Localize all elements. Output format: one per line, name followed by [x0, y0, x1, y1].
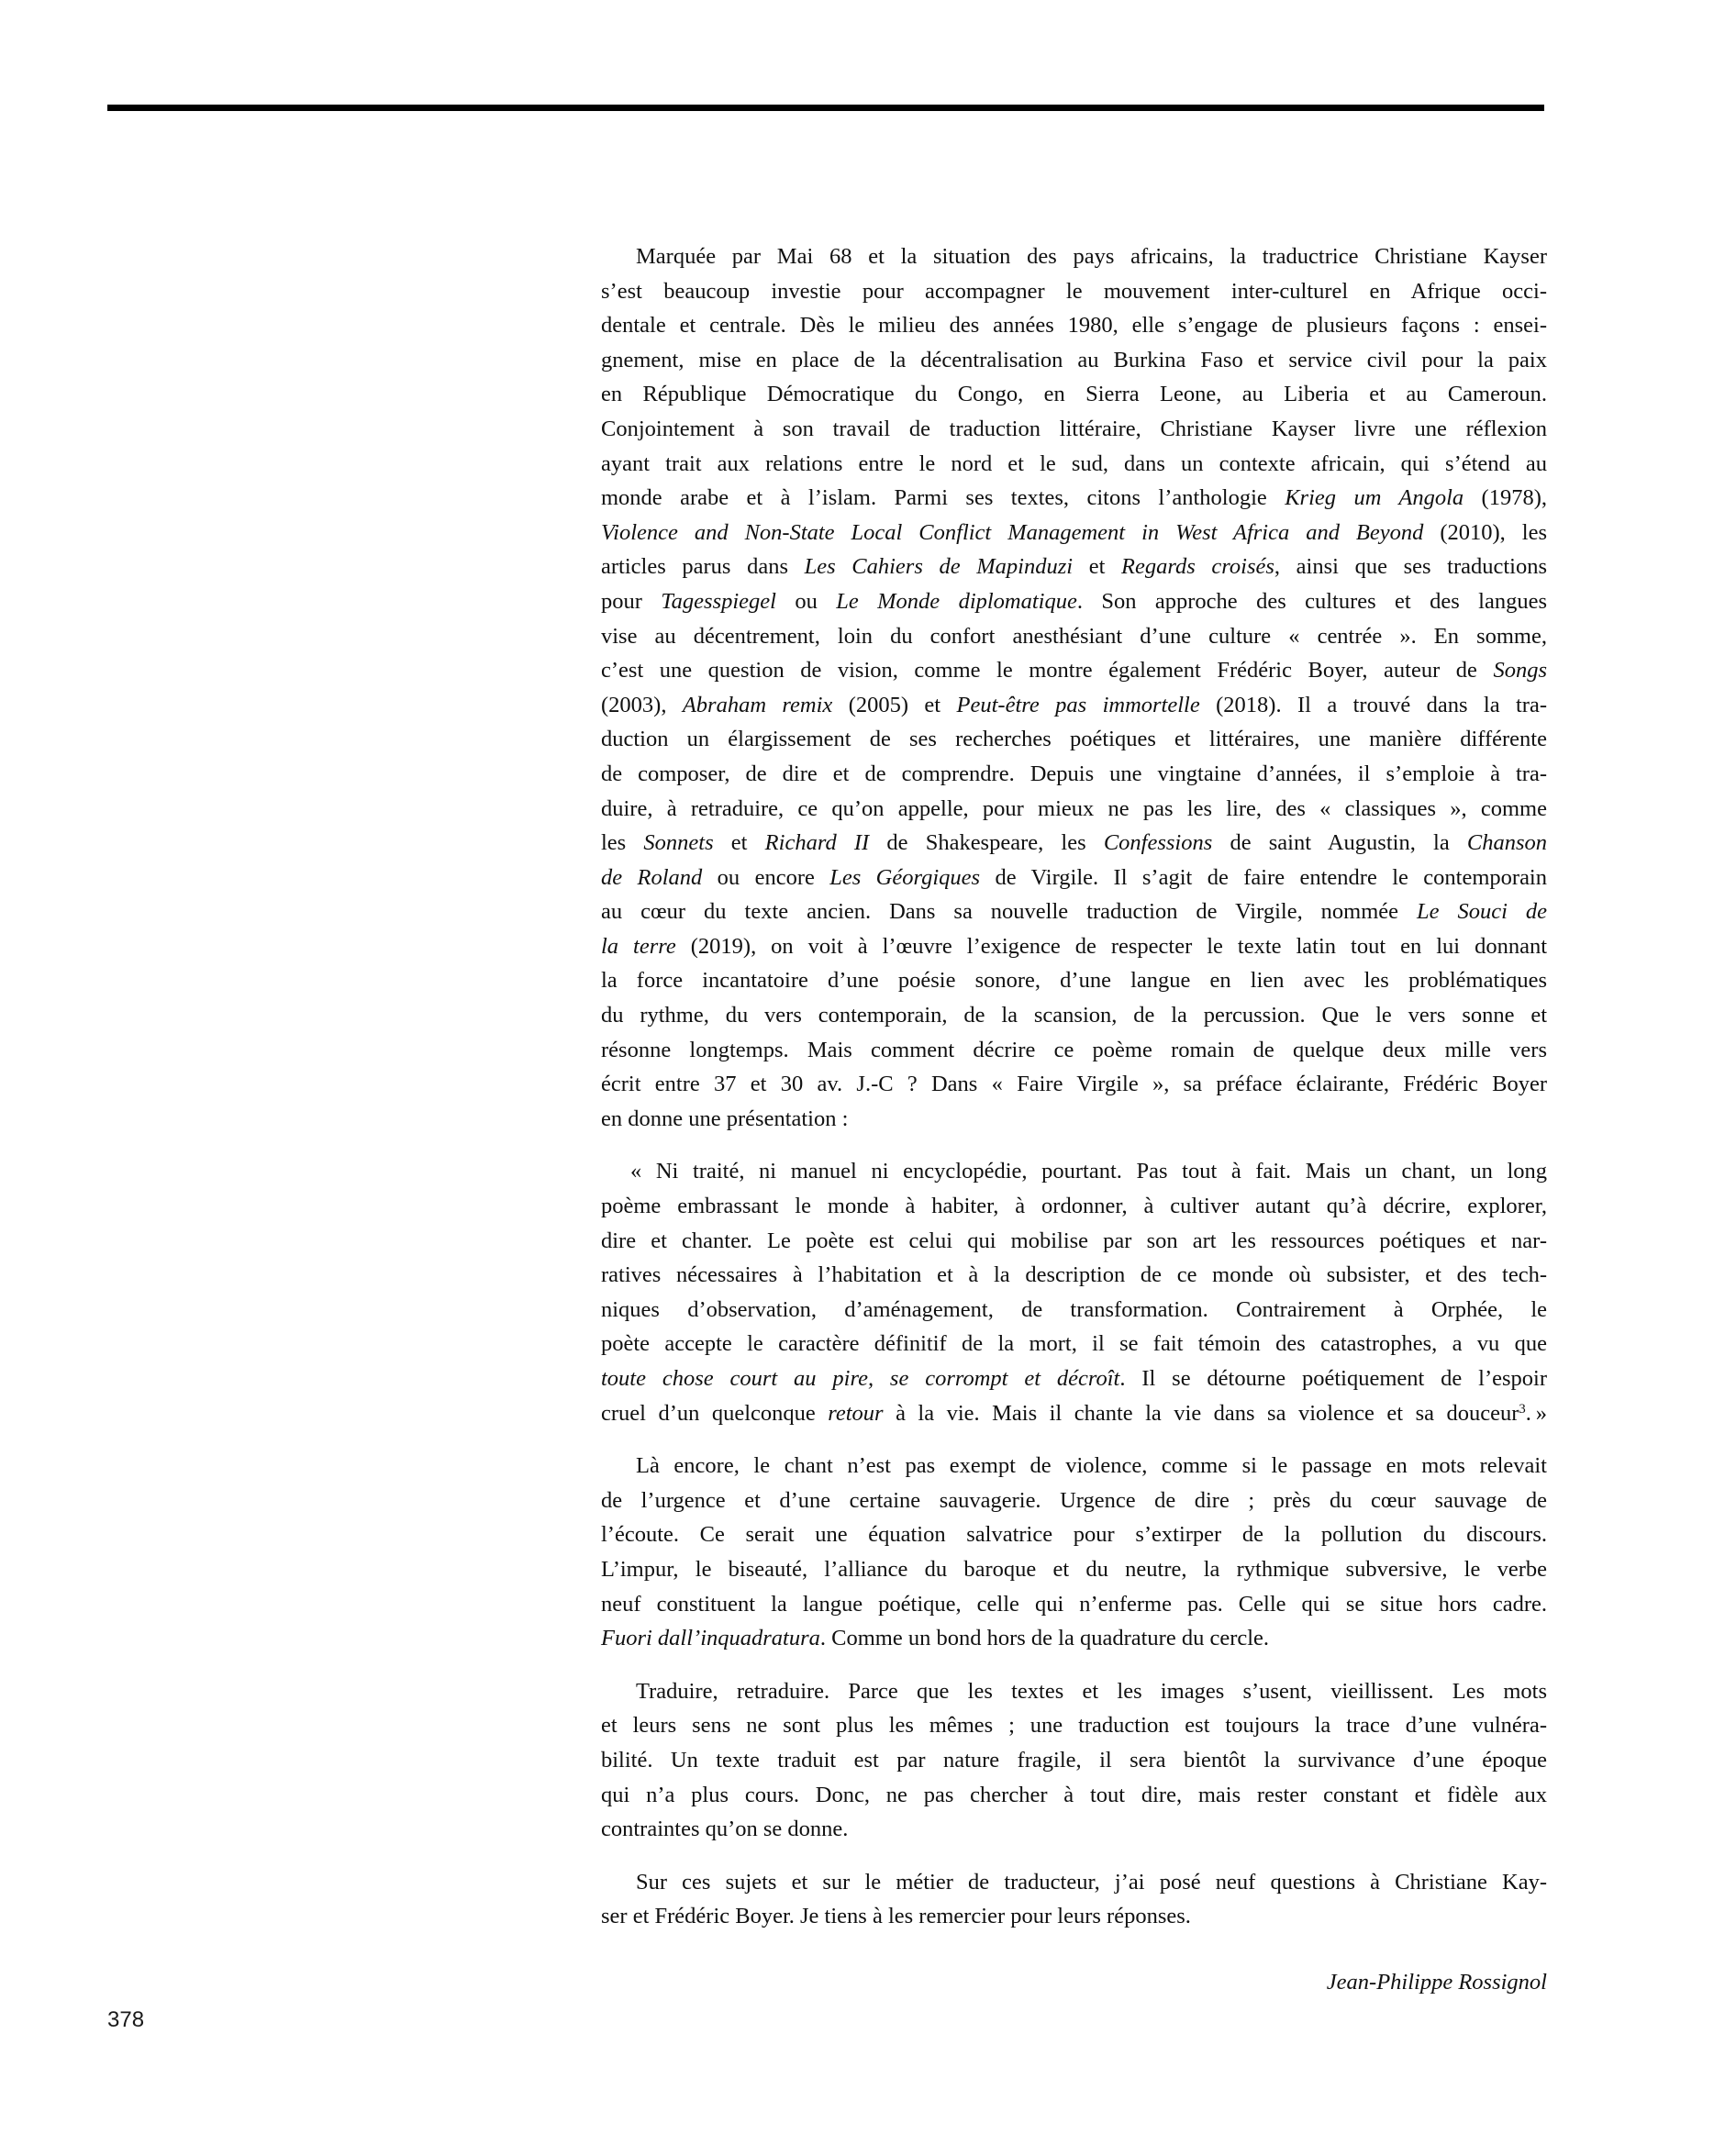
text-line	[601, 1517, 1547, 1552]
paragraph	[601, 239, 1547, 1136]
text-segment: Traduire, retraduire. Parce que les textes et les images s’usent, vieillissent. Les mots	[636, 1678, 1547, 1704]
text-segment: poème embrassant le monde à habiter, à ordonner, à cultiver autant qu’à décrire, explorer,	[601, 1194, 1547, 1219]
text-line	[601, 1674, 1547, 1709]
text-line	[601, 1258, 1547, 1293]
text-line	[601, 343, 1547, 378]
text-line	[601, 377, 1547, 412]
italic-text: Richard II	[764, 830, 870, 856]
text-segment: « Ni traité, ni manuel ni encyclopédie, pourtant. Pas tout à fait. Mais un chant, un long	[630, 1159, 1547, 1184]
text-line	[601, 1449, 1547, 1484]
text-line	[601, 239, 1547, 274]
text-segment: dentale et centrale. Dès le milieu des années 1980, elle s’engage de plusieurs façons : ensei-	[601, 313, 1547, 339]
text-segment: au cœur du texte ancien. Dans sa nouvelle traduction de Virgile, nommée	[601, 899, 1417, 925]
text-line	[601, 1327, 1547, 1361]
text-line	[601, 412, 1547, 447]
text-line	[601, 1743, 1547, 1778]
text-segment: ser et Frédéric Boyer. Je tiens à les remercier pour leurs réponses.	[601, 1904, 1191, 1929]
text-line	[601, 1552, 1547, 1587]
italic-text: Abraham remix	[682, 692, 833, 717]
text-segment: dire et chanter. Le poète est celui qui mobilise par son art les ressources poétiques et nar-	[601, 1228, 1547, 1253]
text-line	[601, 1865, 1547, 1900]
text-line	[601, 963, 1547, 998]
text-line	[601, 1067, 1547, 1102]
text-segment: et leurs sens ne sont plus les mêmes ; une traduction est toujours la trace d’une vulnéra-	[601, 1713, 1547, 1739]
text-segment: Conjointement à son travail de traduction littéraire, Christiane Kayser livre une réflexion	[601, 416, 1547, 441]
paragraph	[601, 1865, 1547, 1934]
text-segment: écrit entre 37 et 30 av. J.-C ? Dans « Faire Virgile », sa préface éclairante, Frédéric Boyer	[601, 1072, 1547, 1097]
text-segment: contraintes qu’on se donne.	[601, 1817, 849, 1842]
text-segment: (2019), on voit à l’œuvre l’exigence de respecter le texte latin tout en lui donnant	[675, 933, 1548, 959]
text-line	[601, 929, 1547, 964]
italic-text: Peut-être pas immortelle	[956, 692, 1200, 717]
top-rule	[107, 105, 1544, 111]
text-segment: en donne une présentation :	[601, 1106, 849, 1131]
text-segment: articles parus dans	[601, 554, 805, 580]
paragraph	[601, 1674, 1547, 1847]
text-line	[601, 1708, 1547, 1743]
text-segment: (2018). Il a trouvé dans la tra-	[1199, 692, 1547, 717]
text-segment: c’est une question de vision, comme le montre également Frédéric Boyer, auteur de	[601, 658, 1494, 683]
text-line	[601, 1778, 1547, 1813]
text-line	[601, 1587, 1547, 1622]
text-segment: (2003),	[601, 692, 683, 717]
text-line	[601, 688, 1547, 723]
text-segment: de composer, de dire et de comprendre. Depuis une vingtaine d’années, il s’emploie à tra-	[601, 761, 1547, 786]
italic-text: Chanson	[1466, 830, 1548, 856]
body-text	[601, 239, 1547, 2000]
text-segment: ou	[775, 588, 837, 614]
text-segment: en République Démocratique du Congo, en Sierra Leone, au Liberia et au Cameroun.	[601, 382, 1547, 407]
italic-text: de Roland	[601, 864, 703, 890]
italic-text: Tagesspiegel	[661, 588, 776, 614]
author-signature: Jean-Philippe Rossignol	[1326, 1969, 1547, 1995]
text-line	[601, 861, 1547, 895]
text-line	[601, 1621, 1547, 1656]
text-line	[601, 998, 1547, 1033]
text-line	[601, 1361, 1547, 1396]
text-segment: et	[713, 830, 765, 856]
italic-text: retour	[828, 1400, 884, 1426]
text-segment: (2005) et	[832, 692, 957, 717]
text-segment: à la vie. Mais il chante la vie dans sa violence et sa douceur	[883, 1400, 1519, 1426]
text-segment: duction un élargissement de ses recherches poétiques et littéraires, une manière différente	[601, 727, 1547, 752]
text-line	[601, 1396, 1547, 1431]
paragraph	[601, 1449, 1547, 1656]
text-segment: . »	[1525, 1400, 1547, 1426]
text-segment: gnement, mise en place de la décentralisation au Burkina Faso et service civil pour la paix	[601, 347, 1547, 372]
text-segment: neuf constituent la langue poétique, celle qui n’enferme pas. Celle qui se situe hors cadre.	[601, 1591, 1547, 1617]
italic-text: Les Géorgiques	[829, 864, 981, 890]
text-line	[601, 308, 1547, 343]
text-segment: ou encore	[702, 864, 830, 890]
text-segment: de l’urgence et d’une certaine sauvagerie. Urgence de dire ; près du cœur sauvage de	[601, 1487, 1547, 1513]
text-segment: de Virgile. Il s’agit de faire entendre le contemporain	[980, 864, 1547, 890]
text-segment: les	[601, 830, 644, 856]
text-segment: de saint Augustin, la	[1212, 830, 1467, 856]
text-segment: la force incantatoire d’une poésie sonore, d’une langue en lien avec les problématiques	[601, 968, 1547, 994]
text-line	[601, 1899, 1547, 1934]
text-segment: (1978),	[1463, 485, 1547, 511]
italic-text: Confessions	[1103, 830, 1213, 856]
page-number: 378	[107, 2007, 145, 2032]
text-line	[601, 1293, 1547, 1328]
text-segment: Marquée par Mai 68 et la situation des pays africains, la traductrice Christiane Kayser	[636, 244, 1547, 269]
italic-text: Sonnets	[643, 830, 714, 856]
italic-text: Krieg um Angola	[1285, 485, 1464, 511]
italic-text: Le Monde diplomatique	[836, 588, 1077, 614]
text-line	[601, 516, 1547, 550]
text-line	[601, 722, 1547, 757]
text-segment: vise au décentrement, loin du confort anesthésiant d’une culture « centrée ». En somme,	[601, 623, 1547, 649]
text-line	[601, 1102, 1547, 1137]
italic-text: Fuori dall’inquadratura	[601, 1626, 820, 1651]
text-line	[601, 1224, 1547, 1259]
text-line	[601, 1033, 1547, 1068]
text-segment: , ainsi que ses traductions	[1274, 554, 1548, 580]
text-segment: Là encore, le chant n’est pas exempt de violence, comme si le passage en mots relevait	[636, 1453, 1547, 1479]
text-segment: ratives nécessaires à l’habitation et à la description de ce monde où subsister, et des tech-	[601, 1262, 1547, 1288]
text-segment: duire, à retraduire, ce qu’on appelle, pour mieux ne pas les lire, des « classiques », comme	[601, 795, 1547, 821]
italic-text: Le Souci de	[1417, 899, 1547, 925]
italic-text: Regards croisés	[1121, 554, 1274, 580]
text-line	[601, 584, 1547, 619]
text-segment: ayant trait aux relations entre le nord et le sud, dans un contexte africain, qui s’étend au	[601, 450, 1547, 476]
text-line	[601, 619, 1547, 654]
text-line	[601, 274, 1547, 309]
text-segment: bilité. Un texte traduit est par nature fragile, il sera bientôt la survivance d’une époque	[601, 1747, 1547, 1773]
text-line	[601, 1812, 1547, 1847]
text-segment: de Shakespeare, les	[869, 830, 1104, 856]
text-segment: L’impur, le biseauté, l’alliance du baroque et du neutre, la rythmique subversive, le verbe	[601, 1556, 1547, 1582]
text-line	[601, 826, 1547, 861]
text-segment: pour	[601, 588, 662, 614]
text-line	[601, 895, 1547, 929]
text-segment: (2010), les	[1423, 519, 1547, 545]
text-segment: niques d’observation, d’aménagement, de transformation. Contrairement à Orphée, le	[601, 1296, 1547, 1322]
text-line	[601, 481, 1547, 516]
text-segment: l’écoute. Ce serait une équation salvatrice pour s’extirper de la pollution du discours.	[601, 1522, 1547, 1548]
text-segment: résonne longtemps. Mais comment décrire ce poème romain de quelque deux mille vers	[601, 1037, 1547, 1062]
quote-paragraph	[601, 1154, 1547, 1430]
footnote-reference: 3	[1519, 1401, 1526, 1417]
text-segment: s’est beaucoup investie pour accompagner le mouvement inter-culturel en Afrique occi-	[601, 278, 1547, 304]
text-segment: Sur ces sujets et sur le métier de traducteur, j’ai posé neuf questions à Christiane Kay-	[636, 1869, 1547, 1895]
italic-text: la terre	[601, 933, 676, 959]
italic-text: Violence and Non-State Local Conflict Management in West Africa and Beyond	[601, 519, 1424, 545]
text-line	[601, 757, 1547, 792]
italic-text: Songs	[1493, 658, 1547, 683]
italic-text: Les Cahiers de Mapinduzi	[804, 554, 1074, 580]
text-line	[601, 550, 1547, 584]
text-segment: qui n’a plus cours. Donc, ne pas chercher à tout dire, mais rester constant et fidèle aux	[601, 1782, 1547, 1807]
text-segment: . Son approche des cultures et des langues	[1076, 588, 1547, 614]
text-segment: . Comme un bond hors de la quadrature du cercle.	[819, 1626, 1270, 1651]
text-line	[601, 1484, 1547, 1518]
italic-text: toute chose court au pire, se corrompt et décroît	[601, 1366, 1120, 1391]
text-segment: . Il se détourne poétiquement de l’espoir	[1119, 1366, 1548, 1391]
text-line	[601, 1189, 1547, 1224]
text-line	[601, 792, 1547, 827]
text-line	[601, 653, 1547, 688]
text-line	[601, 447, 1547, 482]
text-segment: monde arabe et à l’islam. Parmi ses textes, citons l’anthologie	[601, 485, 1285, 511]
text-segment: poète accepte le caractère définitif de la mort, il se fait témoin des catastrophes, a vu que	[601, 1331, 1547, 1357]
text-line	[601, 1154, 1547, 1189]
text-segment: du rythme, du vers contemporain, de la scansion, de la percussion. Que le vers sonne et	[601, 1003, 1547, 1028]
text-segment: et	[1073, 554, 1122, 580]
text-segment: cruel d’un quelconque	[601, 1400, 829, 1426]
